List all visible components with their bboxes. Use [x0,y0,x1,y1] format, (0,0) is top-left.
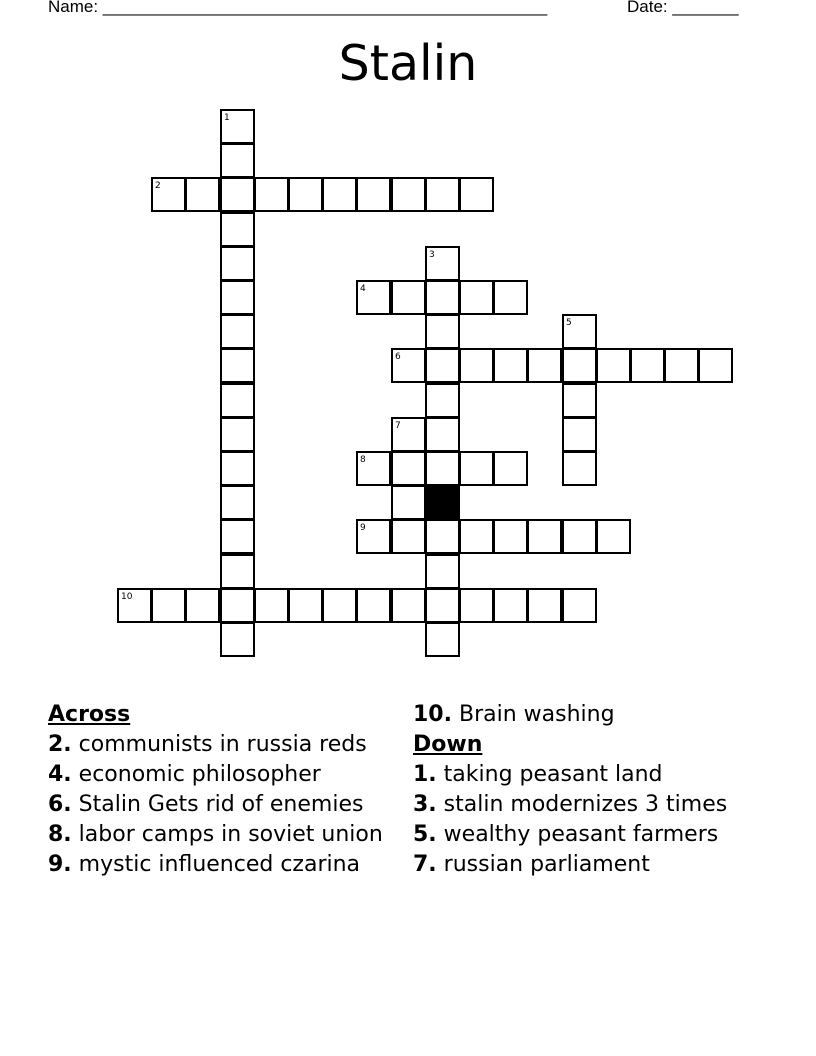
crossword-cell[interactable] [493,451,528,486]
crossword-cell[interactable] [459,348,494,383]
clue-number: 8. [48,822,72,847]
crossword-cell[interactable] [220,519,255,554]
clue-number: 5. [413,822,437,847]
crossword-cell[interactable] [254,177,289,212]
clue-down-7 [413,852,773,877]
crossword-cell[interactable] [562,348,597,383]
clue-across-8 [48,822,398,847]
clue-text: Brain washing [458,702,615,727]
crossword-cell[interactable] [493,348,528,383]
crossword-cell[interactable] [425,554,460,589]
clue-across-10 [413,702,773,727]
crossword-cell[interactable] [493,588,528,623]
clue-text: mystic influenced czarina [78,852,361,877]
cell-number: 7 [395,421,401,431]
crossword-cell[interactable] [459,519,494,554]
crossword-cell[interactable] [220,348,255,383]
crossword-cell[interactable] [151,177,186,212]
crossword-cell[interactable] [322,177,357,212]
clue-number: 7. [413,852,437,877]
crossword-cell[interactable] [425,314,460,349]
clue-text: wealthy peasant farmers [443,822,719,847]
clue-text: taking peasant land [443,762,663,787]
crossword-cell[interactable] [562,451,597,486]
crossword-cell[interactable] [220,280,255,315]
cell-number: 10 [121,592,133,602]
crossword-cell[interactable] [117,588,152,623]
crossword-cell[interactable] [356,177,391,212]
crossword-cell[interactable] [562,417,597,452]
crossword-cell[interactable] [220,246,255,281]
clue-number: 3. [413,792,437,817]
clue-across-9 [48,852,398,877]
crossword-cell[interactable] [425,246,460,281]
crossword-cell[interactable] [698,348,733,383]
clues-column-left [48,702,398,882]
crossword-cell[interactable] [220,622,255,657]
across-heading: Across [48,702,131,727]
crossword-cell[interactable] [356,588,391,623]
crossword-cell[interactable] [425,177,460,212]
crossword-cell[interactable] [220,383,255,418]
crossword-cell[interactable] [562,383,597,418]
crossword-cell[interactable] [391,280,426,315]
crossword-cell[interactable] [425,348,460,383]
clue-down-3 [413,792,773,817]
crossword-cell[interactable] [425,622,460,657]
crossword-cell[interactable] [288,177,323,212]
clue-text: Stalin Gets rid of enemies [78,792,364,817]
crossword-cell[interactable] [220,143,255,178]
clue-number: 6. [48,792,72,817]
crossword-cell[interactable] [562,519,597,554]
crossword-cell[interactable] [391,348,426,383]
crossword-cell[interactable] [391,177,426,212]
clue-number: 4. [48,762,72,787]
date-field[interactable]: Date: _______ [627,0,739,16]
crossword-cell[interactable] [425,417,460,452]
down-heading: Down [413,732,483,757]
crossword-cell[interactable] [391,451,426,486]
crossword-cell[interactable] [425,451,460,486]
clue-text: russian parliament [443,852,650,877]
crossword-cell[interactable] [220,212,255,247]
crossword-cell[interactable] [596,348,631,383]
clue-across-4 [48,762,398,787]
crossword-cell[interactable] [596,519,631,554]
crossword-cell[interactable] [630,348,665,383]
clue-number: 1. [413,762,437,787]
cell-number: 9 [360,523,366,533]
crossword-cell[interactable] [391,519,426,554]
crossword-cell[interactable] [664,348,699,383]
cell-number: 6 [395,352,401,362]
crossword-cell[interactable] [493,519,528,554]
puzzle-title: Stalin [338,35,478,92]
name-field[interactable]: Name: _______________________________________________ [48,0,548,16]
cell-number: 8 [360,455,366,465]
crossword-cell[interactable] [220,109,255,144]
crossword-cell[interactable] [151,588,186,623]
crossword-cell[interactable] [391,417,426,452]
crossword-cell[interactable] [288,588,323,623]
crossword-cell[interactable] [459,280,494,315]
crossword-cell[interactable] [425,280,460,315]
clue-text: labor camps in soviet union [78,822,383,847]
cell-number: 5 [566,318,572,328]
crossword-cell[interactable] [356,451,391,486]
crossword-cell[interactable] [356,280,391,315]
clues-column-right [413,702,773,882]
clue-text: economic philosopher [78,762,321,787]
clue-number: 10. [413,702,452,727]
crossword-cell[interactable] [391,588,426,623]
clue-text: communists in russia reds [78,732,367,757]
crossword-cell[interactable] [220,177,255,212]
clue-number: 9. [48,852,72,877]
crossword-cell[interactable] [493,280,528,315]
crossword-cell[interactable] [562,588,597,623]
clue-number: 2. [48,732,72,757]
crossword-cell[interactable] [220,451,255,486]
clue-down-1 [413,762,773,787]
crossword-cell[interactable] [185,588,220,623]
crossword-cell[interactable] [322,588,357,623]
clue-text: stalin modernizes 3 times [443,792,728,817]
clue-down-5 [413,822,773,847]
crossword-cell[interactable] [527,588,562,623]
crossword-cell[interactable] [527,348,562,383]
clue-across-6 [48,792,398,817]
crossword-cell[interactable] [459,451,494,486]
crossword-cell[interactable] [356,519,391,554]
clue-across-2 [48,732,398,757]
crossword-cell[interactable] [220,314,255,349]
crossword-cell[interactable] [254,588,289,623]
crossword-cell[interactable] [220,417,255,452]
cell-number: 2 [155,181,161,191]
crossword-cell[interactable] [391,485,426,520]
crossword-cell[interactable] [220,588,255,623]
crossword-cell[interactable] [527,519,562,554]
crossword-cell[interactable] [185,177,220,212]
crossword-cell[interactable] [459,177,494,212]
crossword-cell[interactable] [220,554,255,589]
crossword-cell[interactable] [425,588,460,623]
crossword-cell[interactable] [220,485,255,520]
cell-number: 1 [224,113,230,123]
cell-number: 3 [429,250,435,260]
cell-number: 4 [360,284,366,294]
black-cell [425,485,460,520]
crossword-cell[interactable] [562,314,597,349]
crossword-cell[interactable] [425,383,460,418]
crossword-cell[interactable] [459,588,494,623]
crossword-cell[interactable] [425,519,460,554]
